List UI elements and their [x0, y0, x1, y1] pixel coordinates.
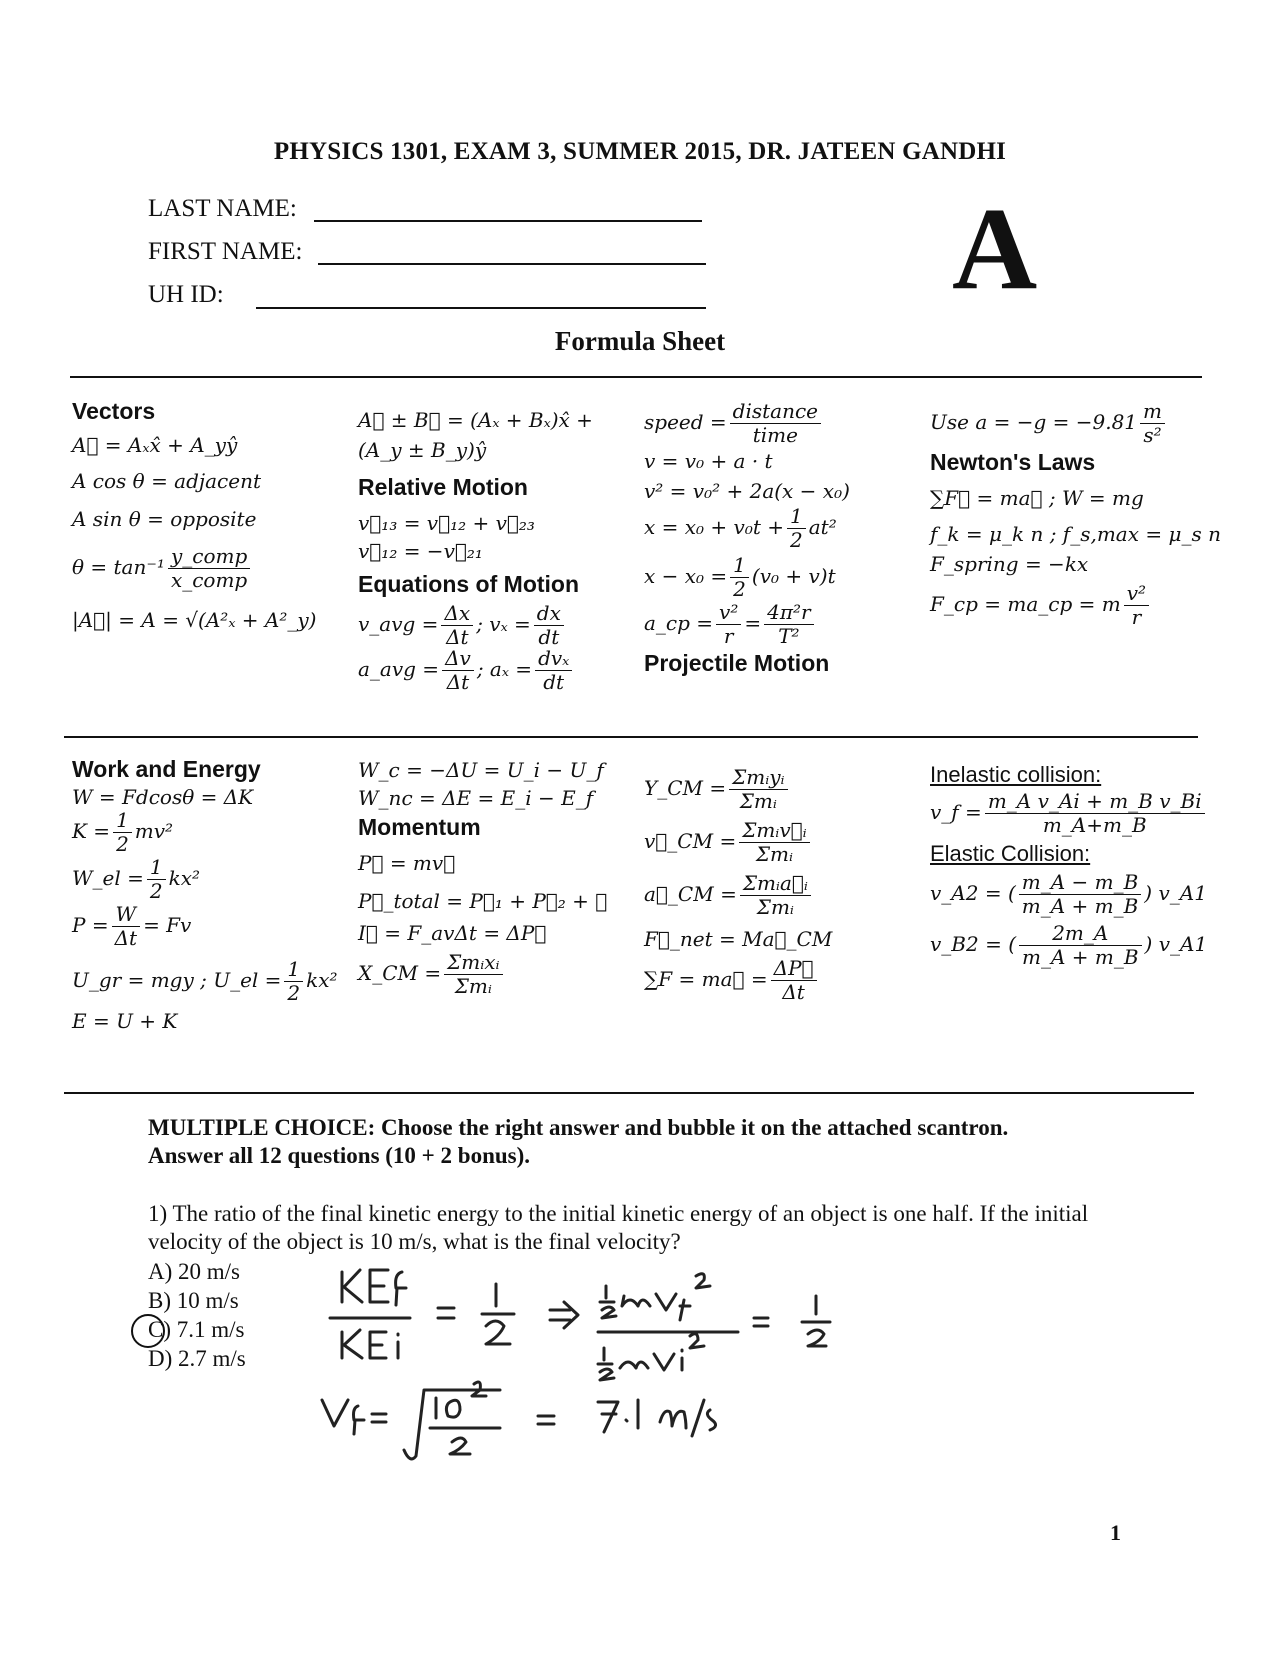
collision-column — [930, 762, 1230, 969]
p-label: P = — [72, 913, 109, 937]
f-cp-den: r — [1131, 605, 1142, 629]
motion-column — [358, 408, 618, 694]
dp-dt-fraction — [771, 957, 817, 1004]
mc-instruction-2: Answer all 12 questions (10 + 2 bonus). — [148, 1143, 531, 1168]
vector-sum-line1: A⃗ ± B⃗ = (Aₓ + Bₓ)x̂ + — [358, 408, 593, 432]
inelastic-collision-heading: Inelastic collision: — [930, 762, 1102, 787]
v-b2-num: 2m_A — [1019, 922, 1142, 946]
y-cm-label: Y_CM = — [644, 776, 727, 800]
period-fraction — [764, 601, 813, 648]
k-half-den: 2 — [116, 832, 129, 856]
fv-term: = Fv — [143, 913, 192, 937]
spring-force: F_spring = −kx — [930, 552, 1089, 576]
formula-sheet-title: Formula Sheet — [554, 326, 726, 356]
uh-id-field[interactable] — [256, 307, 706, 309]
a-cm-num: Σmᵢa⃗ᵢ — [740, 872, 811, 896]
power-den: Δt — [114, 926, 138, 950]
momentum-heading: Momentum — [358, 814, 481, 840]
at-squared: at² — [808, 515, 837, 539]
velocity-definitions — [358, 602, 618, 649]
acceleration-definitions — [358, 647, 618, 694]
a-avg-fraction — [442, 647, 474, 694]
choice-d[interactable]: D) 2.7 m/s — [148, 1346, 246, 1371]
centripetal-acceleration — [644, 601, 914, 648]
elastic-collision-heading: Elastic Collision: — [930, 841, 1091, 866]
relative-velocity-inverse: v⃗₁₂ = −v⃗₂₁ — [358, 539, 483, 563]
force-momentum-relation — [644, 957, 924, 1004]
sin-relation: A sin θ = opposite — [72, 507, 257, 531]
v-f-label: v_f = — [930, 800, 982, 824]
v-squared: v² — [716, 601, 741, 625]
v-b2-label: v_B2 = ( — [930, 932, 1016, 956]
kinetic-energy — [72, 809, 352, 856]
v-b2-den: m_A + m_B — [1022, 945, 1139, 969]
time: time — [752, 423, 798, 447]
kx-squared-1: kx² — [168, 866, 201, 890]
half-den-1: 2 — [790, 528, 803, 552]
inelastic-den: m_A+m_B — [1042, 813, 1147, 837]
elastic-va2 — [930, 871, 1230, 918]
first-name-field[interactable] — [318, 263, 706, 265]
page-number: 1 — [1110, 1520, 1121, 1545]
equals-sign: = — [744, 611, 762, 635]
v-x-den: dt — [538, 625, 560, 649]
a-avg-label: a_avg = — [358, 657, 440, 681]
multiple-choice-instructions — [148, 1114, 1148, 1170]
impulse: I⃗ = F_avΔt = ΔP⃗ — [358, 921, 547, 945]
vector-components: A⃗ = Aₓx̂ + A_yŷ — [72, 433, 238, 457]
w-el-half — [147, 856, 166, 903]
r: r — [723, 624, 734, 648]
total-momentum: P⃗_total = P⃗₁ + P⃗₂ + ⋯ — [358, 889, 608, 913]
a-x-num: dvₓ — [535, 647, 572, 671]
y-center-of-mass — [644, 766, 924, 813]
v-avg-label: v_avg = — [358, 612, 439, 636]
v-avg-den: Δt — [446, 625, 469, 649]
selected-answer-circle — [131, 1314, 165, 1348]
last-name-label: LAST NAME: — [148, 195, 297, 222]
v-avg-num: Δx — [441, 602, 473, 626]
f-cp-label: F_cp = ma_cp = m — [930, 592, 1121, 616]
divider-middle — [64, 736, 1198, 738]
projectile-motion-heading: Projectile Motion — [644, 650, 830, 676]
u-el-half — [284, 958, 303, 1005]
velocity-equation: v = v₀ + a · t — [644, 449, 773, 473]
velocity-center-of-mass — [644, 819, 924, 866]
x-comp: x_comp — [170, 568, 248, 592]
a-cm-den: Σmᵢ — [756, 895, 794, 919]
k-half — [113, 809, 132, 856]
center-of-mass-column — [644, 766, 924, 1004]
v-a1-term-1: ) v_A1 — [1144, 881, 1207, 905]
u-el-half-den: 2 — [287, 981, 301, 1005]
friction-relation: f_k = μ_k n ; f_s,max = μ_s n — [930, 522, 1221, 546]
conservative-work: W_c = −ΔU = U_i − U_f — [358, 758, 604, 782]
gravity-constant — [930, 400, 1230, 447]
vectors-column — [72, 398, 342, 632]
meters: m — [1140, 400, 1165, 424]
position-equation — [644, 505, 914, 552]
w-el-half-num: 1 — [147, 856, 166, 880]
arctan-fraction — [168, 545, 250, 592]
power-num: W — [112, 903, 140, 927]
question-1: 1) The ratio of the final kinetic energy to the initial kinetic energy of an object is one half. If the initial velocity of the object is 10 m/s, what is the final velocity? — [148, 1201, 1089, 1254]
choice-a[interactable]: A) 20 m/s — [148, 1259, 240, 1284]
x-cm-label: X_CM = — [358, 961, 442, 985]
newton-second-law: ∑F⃗ = ma⃗ ; W = mg — [930, 486, 1144, 510]
a-avg-den: Δt — [446, 670, 470, 694]
angle-relation — [72, 545, 342, 592]
centripetal-force — [930, 582, 1230, 629]
f-cp-fraction — [1124, 582, 1149, 629]
net-force: F⃗_net = Ma⃗_CM — [644, 927, 833, 951]
u-el-half-num: 1 — [284, 958, 303, 982]
potential-label: U_gr = mgy ; U_el = — [72, 968, 282, 992]
w-el-label: W_el = — [72, 866, 144, 890]
x-cm-fraction — [444, 951, 502, 998]
newtons-laws-heading: Newton's Laws — [930, 449, 1096, 475]
newton-column — [930, 400, 1230, 629]
velocity-squared-equation: v² = v₀² + 2a(x − x₀) — [644, 479, 850, 503]
gravity-label: Use a = −g = −9.81 — [930, 410, 1138, 434]
seconds-squared: s² — [1143, 423, 1162, 447]
v-x-fraction — [534, 602, 564, 649]
divider-bottom — [64, 1092, 1194, 1094]
choice-c-label: C) 7.1 m/s — [148, 1317, 245, 1342]
vector-sum-line2: (A_y ± B_y)ŷ — [358, 438, 487, 462]
vector-magnitude: |A⃗| = A = √(A²ₓ + A²_y) — [72, 608, 317, 632]
momentum-definition: P⃗ = mv⃗ — [358, 851, 456, 875]
vectors-heading: Vectors — [72, 398, 156, 424]
first-name-label: FIRST NAME: — [148, 238, 303, 265]
v2-over-r — [716, 601, 741, 648]
a-cp-label: a_cp = — [644, 611, 714, 635]
position-label: x = x₀ + v₀t + — [644, 515, 784, 539]
potential-energy — [72, 958, 352, 1005]
acceleration-center-of-mass — [644, 872, 924, 919]
power — [72, 903, 352, 950]
cos-relation: A cos θ = adjacent — [72, 469, 261, 493]
dt-den: Δt — [782, 980, 805, 1004]
handwritten-work-drawing — [320, 1250, 900, 1480]
v-cm-label: v⃗_CM = — [644, 829, 737, 853]
x-center-of-mass — [358, 951, 628, 998]
a-x-fraction — [535, 647, 572, 694]
v-x-label: ; vₓ = — [476, 612, 531, 636]
displacement-label: x − x₀ = — [644, 564, 728, 588]
power-fraction — [112, 903, 140, 950]
mv-squared: mv² — [134, 819, 174, 843]
average-velocity-term: (v₀ + v)t — [751, 564, 836, 588]
v-cm-den: Σmᵢ — [755, 842, 793, 866]
relative-velocity-sum: v⃗₁₃ = v⃗₁₂ + v⃗₂₃ — [358, 511, 535, 535]
v-a2-den: m_A + m_B — [1021, 894, 1139, 918]
y-cm-den: Σmᵢ — [739, 789, 777, 813]
nonconservative-work: W_nc = ΔE = E_i − E_f — [358, 786, 594, 810]
inelastic-fraction — [985, 790, 1205, 837]
four-pi-squared-r: 4π²r — [764, 601, 813, 625]
half-num-2: 1 — [730, 554, 749, 578]
exam-version: A — [952, 183, 1038, 314]
half-fraction-1 — [787, 505, 806, 552]
mc-instruction: Choose the right answer and bubble it on the attached scantron. — [381, 1115, 1009, 1140]
exam-title: PHYSICS 1301, EXAM 3, SUMMER 2015, DR. JATEEN GANDHI — [273, 138, 1007, 165]
kinematics-column — [644, 400, 914, 677]
distance: distance — [730, 400, 821, 424]
v-x-num: dx — [534, 602, 564, 626]
v-a1-term-2: ) v_A1 — [1144, 932, 1208, 956]
v-cm-fraction — [739, 819, 809, 866]
a-cm-fraction — [740, 872, 811, 919]
half-den-2: 2 — [733, 577, 746, 601]
w-el-half-den: 2 — [149, 879, 163, 903]
equations-of-motion-heading: Equations of Motion — [358, 571, 580, 597]
elastic-vb2 — [930, 922, 1230, 969]
speed-label: speed = — [644, 410, 727, 434]
mc-label: MULTIPLE CHOICE: — [148, 1115, 376, 1140]
k-label: K = — [72, 819, 111, 843]
uh-id-label: UH ID: — [148, 281, 224, 308]
last-name-field[interactable] — [314, 220, 702, 222]
k-half-num: 1 — [113, 809, 132, 833]
speed-fraction — [730, 400, 821, 447]
v-a2-fraction — [1019, 871, 1142, 918]
gravity-units — [1140, 400, 1165, 447]
a-avg-num: Δv — [442, 647, 474, 671]
v-cm-num: Σmᵢv⃗ᵢ — [739, 819, 809, 843]
v-a2-label: v_A2 = ( — [930, 881, 1016, 905]
inelastic-num: m_A v_Ai + m_B v_Bi — [985, 790, 1205, 814]
arctan-label: θ = tan⁻¹ — [72, 555, 165, 579]
a-x-label: ; aₓ = — [476, 657, 533, 681]
half-fraction-2 — [730, 554, 749, 601]
half-num-1: 1 — [787, 505, 806, 529]
f-cp-num: v² — [1124, 582, 1149, 606]
work-definition: W = Fdcosθ = ΔK — [72, 785, 254, 809]
y-cm-fraction — [729, 766, 787, 813]
v-avg-fraction — [441, 602, 473, 649]
v-a2-num: m_A − m_B — [1019, 871, 1142, 895]
divider-top — [70, 376, 1202, 378]
v-b2-fraction — [1019, 922, 1142, 969]
momentum-column — [358, 758, 628, 998]
relative-motion-heading: Relative Motion — [358, 474, 528, 500]
x-cm-den: Σmᵢ — [454, 974, 492, 998]
sum-force-label: ∑F = ma⃗ = — [644, 967, 768, 991]
choice-c[interactable] — [148, 1317, 244, 1343]
y-comp: y_comp — [168, 545, 250, 569]
choice-b[interactable]: B) 10 m/s — [148, 1288, 239, 1313]
a-cm-label: a⃗_CM = — [644, 882, 737, 906]
x-cm-num: Σmᵢxᵢ — [444, 951, 502, 975]
t-squared: T² — [778, 624, 800, 648]
inelastic-final-velocity — [930, 790, 1230, 837]
work-energy-heading: Work and Energy — [72, 756, 261, 782]
displacement-equation — [644, 554, 914, 601]
dp-num: ΔP⃗ — [771, 957, 817, 981]
y-cm-num: Σmᵢyᵢ — [729, 766, 787, 790]
kx-squared-2: kx² — [306, 968, 338, 992]
speed-definition — [644, 400, 914, 447]
a-x-den: dt — [543, 670, 565, 694]
total-energy: E = U + K — [72, 1009, 178, 1033]
work-energy-column — [72, 756, 352, 1033]
elastic-work — [72, 856, 352, 903]
